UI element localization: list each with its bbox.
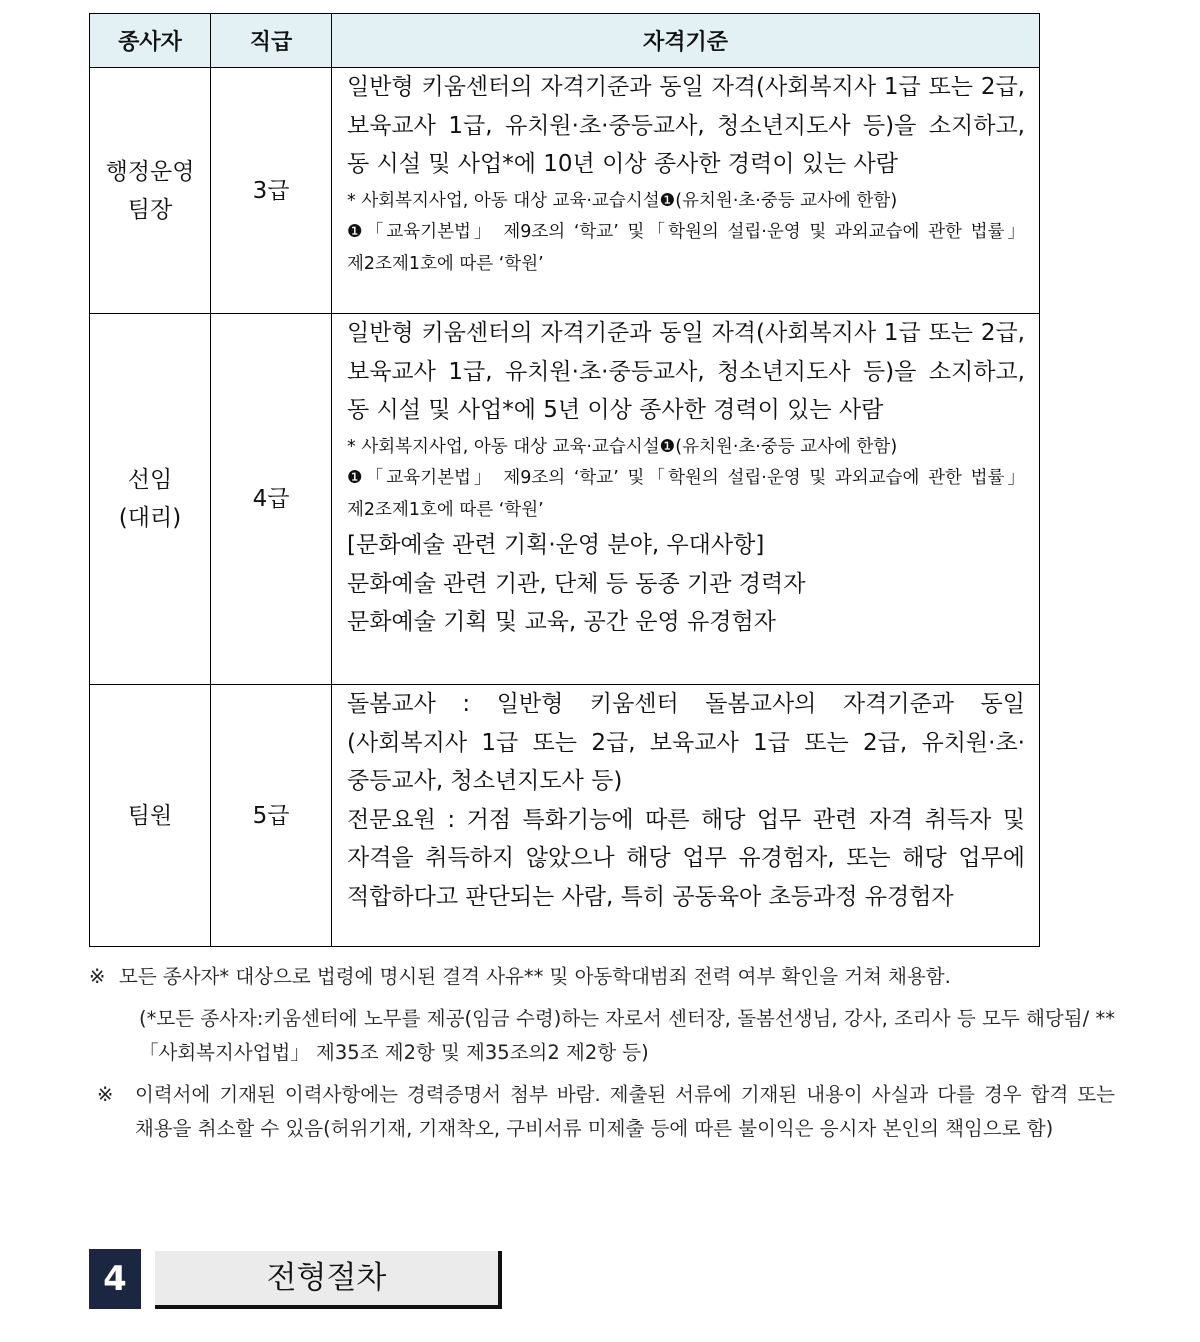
reference-mark: ※ xyxy=(97,1083,114,1106)
section-number: 4 xyxy=(89,1249,141,1309)
criteria-cell xyxy=(332,314,1040,685)
role-line: (대리) xyxy=(118,505,182,531)
notice-block xyxy=(89,960,1115,1146)
role-cell xyxy=(90,685,211,947)
criteria-cell xyxy=(332,685,1040,947)
role-line: 팀장 xyxy=(127,196,173,223)
reference-mark: ※ xyxy=(89,965,106,988)
role-cell xyxy=(90,314,211,685)
table-row xyxy=(90,685,1040,947)
preference-item: 문화예술 관련 기관, 단체 등 동종 기관 경력자 xyxy=(347,570,806,597)
grade-cell: 4급 xyxy=(211,314,332,685)
notice-text: 모든 종사자* 대상으로 법령에 명시된 결격 사유** 및 아동학대범죄 전력 여부 확인을 거쳐 채용함. xyxy=(119,965,951,988)
role-line: 선임 xyxy=(127,467,173,493)
qualification-table xyxy=(89,13,1040,947)
criteria-footnote: * 사회복지사업, 아동 대상 교육·교습시설❶(유치원·초·중등 교사에 한함) xyxy=(347,436,898,457)
header-grade: 직급 xyxy=(211,14,332,68)
notice-item xyxy=(89,1078,1115,1146)
criteria-main: 일반형 키움센터의 자격기준과 동일 자격(사회복지사 1급 또는 2급, 보육교사 1급, 유치원·초·중등교사, 청소년지도사 등)을 소지하고, 동 시설 및 사업*에 5년 이상 종사한 경력이 있는 사람 xyxy=(347,320,1025,423)
table-row xyxy=(90,314,1040,685)
section-title: 전형절차 xyxy=(155,1251,502,1309)
criteria-cell xyxy=(332,68,1040,314)
header-criteria: 자격기준 xyxy=(332,14,1040,68)
criteria-specialist: 전문요원 : 거점 특화기능에 따른 해당 업무 관련 자격 취득자 및 자격을 취득하지 않았으나 해당 업무 유경험자, 또는 해당 업무에 적합하다고 판단되는 사람, 특히 공동육아 초등과정 유경험자 xyxy=(347,806,1025,910)
grade-cell: 3급 xyxy=(211,68,332,314)
role-line: 행정운영 xyxy=(105,158,195,185)
notice-text: 이력서에 기재된 이력사항에는 경력증명서 첨부 바람. 제출된 서류에 기재된 내용이 사실과 다를 경우 합격 또는 채용을 취소할 수 있음(허위기재, 기재착오, 구비서류 미제출 등에 따른 불이익은 응시자 본인의 책임으로 함) xyxy=(135,1083,1115,1140)
section-heading xyxy=(89,1249,509,1309)
table-header-row xyxy=(90,14,1040,68)
grade-cell: 5급 xyxy=(211,685,332,947)
table-row xyxy=(90,68,1040,314)
preference-item: 문화예술 기획 및 교육, 공간 운영 유경험자 xyxy=(347,609,776,635)
criteria-footnote: * 사회복지사업, 아동 대상 교육·교습시설❶(유치원·초·중등 교사에 한함) xyxy=(347,190,898,211)
criteria-care-teacher: 돌봄교사 : 일반형 키움센터 돌봄교사의 자격기준과 동일(사회복지사 1급 또는 2급, 보육교사 1급 또는 2급, 유치원·초·중등교사, 청소년지도사 등) xyxy=(347,691,1025,794)
criteria-footnote-detail: ❶「교육기본법」 제9조의 ‘학교’ 및「학원의 설립·운영 및 과외교습에 관한 법률」제2조제1호에 따른 ‘학원’ xyxy=(347,222,1025,274)
criteria-main: 일반형 키움센터의 자격기준과 동일 자격(사회복지사 1급 또는 2급, 보육교사 1급, 유치원·초·중등교사, 청소년지도사 등)을 소지하고, 동 시설 및 사업*에 10년 이상 종사한 경력이 있는 사람 xyxy=(347,74,1025,177)
notice-item xyxy=(89,960,1115,994)
role-cell xyxy=(90,68,211,314)
preference-heading: [문화예술 관련 기획·운영 분야, 우대사항] xyxy=(347,532,765,558)
criteria-footnote-detail: ❶「교육기본법」 제9조의 ‘학교’ 및「학원의 설립·운영 및 과외교습에 관한 법률」제2조제1호에 따른 ‘학원’ xyxy=(347,468,1025,520)
header-staff: 종사자 xyxy=(90,14,211,68)
notice-subitem xyxy=(89,1002,1115,1070)
role-line: 팀원 xyxy=(127,802,173,829)
notice-subtext: (*모든 종사자:키움센터에 노무를 제공(임금 수령)하는 자로서 센터장, 돌봄선생님, 강사, 조리사 등 모두 해당됨/ **「사회복지사업법」 제35조 제2항 및 제35조의2 제2항 등) xyxy=(139,1007,1115,1064)
